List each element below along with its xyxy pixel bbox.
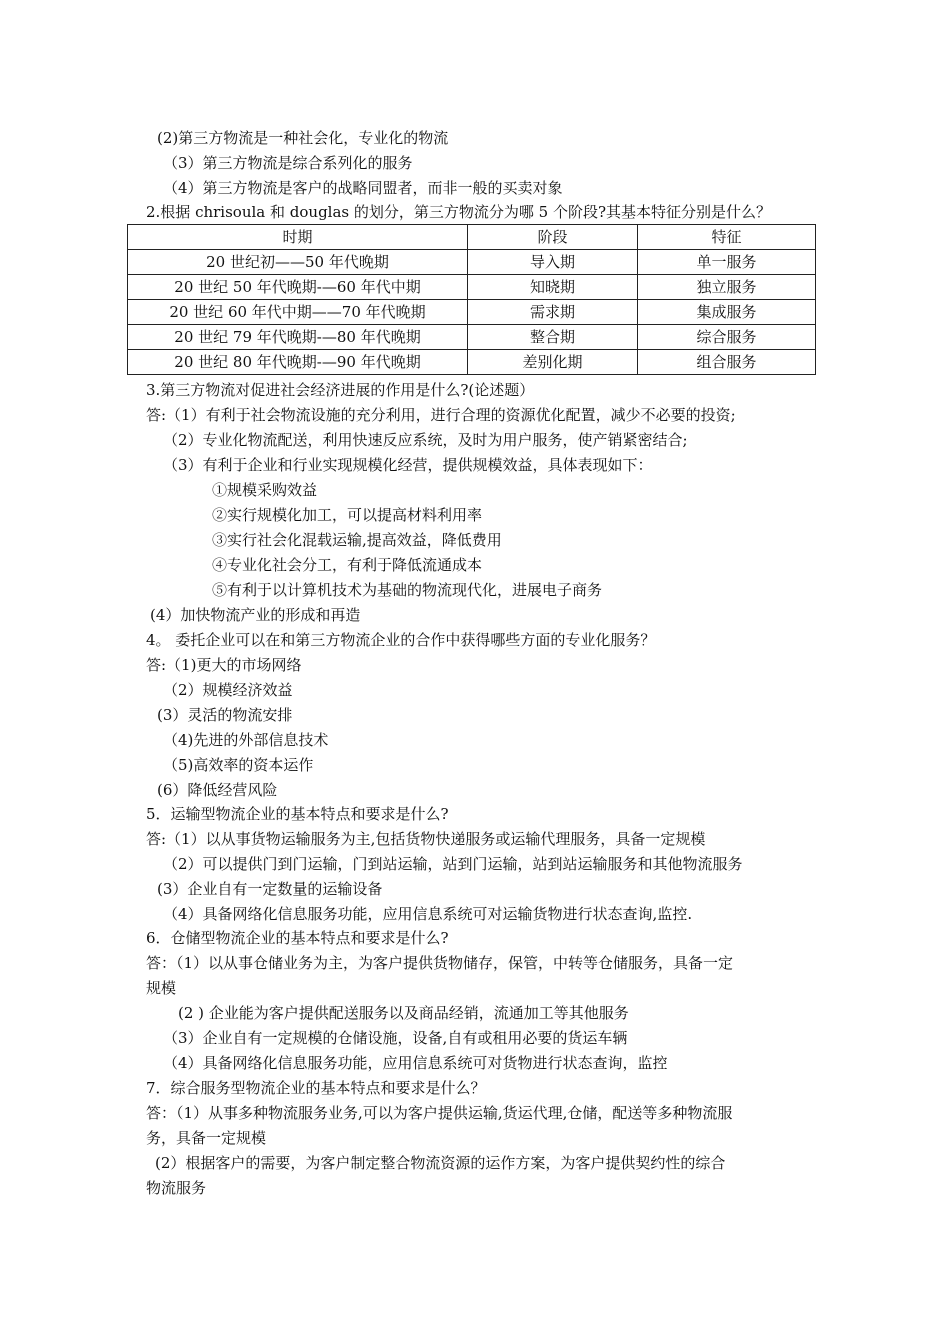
answer-6-line-1: 答：（1）以从事仓储业务为主，为客户提供货物储存，保管，中转等仓储服务，具备一定 bbox=[146, 954, 734, 972]
answer-7-line-1: 答：（1）从事多种物流服务业务,可以为客户提供运输,货运代理,仓储，配送等多种物流服 bbox=[146, 1104, 733, 1122]
table-header-stage: 阶段 bbox=[468, 225, 638, 250]
answer-7-line-1-cont: 务，具备一定规模 bbox=[146, 1129, 267, 1147]
answer-3-sub-3: ③实行社会化混载运输,提高效益，降低费用 bbox=[212, 531, 502, 549]
answer-5-line-4: （4）具备网络化信息服务功能，应用信息系统可对运输货物进行状态查询,监控. bbox=[163, 905, 693, 923]
table-header-row bbox=[128, 225, 816, 250]
answer-6-line-2: (2 ) 企业能为客户提供配送服务以及商品经销，流通加工等其他服务 bbox=[178, 1004, 629, 1022]
question-4: 4。 委托企业可以在和第三方物流企业的合作中获得哪些方面的专业化服务？ bbox=[146, 631, 656, 649]
answer-7-line-2-cont: 物流服务 bbox=[146, 1179, 207, 1197]
answer-3-sub-2: ②实行规模化加工，可以提高材料利用率 bbox=[212, 506, 483, 524]
table-row bbox=[128, 350, 816, 375]
answer-5-line-3: (3）企业自有一定数量的运输设备 bbox=[157, 880, 383, 898]
table-cell-period: 20 世纪 50 年代晚期-—60 年代中期 bbox=[128, 275, 468, 300]
table-cell-feature: 集成服务 bbox=[638, 300, 816, 325]
answer-5-line-1: 答:（1）以从事货物运输服务为主,包括货物快递服务或运输代理服务，具备一定规模 bbox=[146, 830, 706, 848]
intro-line-1: (2)第三方物流是一种社会化，专业化的物流 bbox=[157, 129, 449, 147]
intro-line-2: （3）第三方物流是综合系列化的服务 bbox=[163, 154, 413, 172]
question-3: 3.第三方物流对促进社会经济进展的作用是什么?(论述题） bbox=[146, 381, 535, 399]
table-row bbox=[128, 275, 816, 300]
answer-4-line-5: （5)高效率的资本运作 bbox=[163, 756, 314, 774]
answer-3-sub-5: ⑤有利于以计算机技术为基础的物流现代化，进展电子商务 bbox=[212, 581, 603, 599]
answer-4-line-6: (6）降低经营风险 bbox=[157, 781, 278, 799]
answer-3-sub-1: ①规模采购效益 bbox=[212, 481, 318, 499]
table-cell-period: 20 世纪 60 年代中期——70 年代晚期 bbox=[128, 300, 468, 325]
table-cell-stage: 需求期 bbox=[468, 300, 638, 325]
answer-5-line-2: （2）可以提供门到门运输，门到站运输，站到门运输，站到站运输服务和其他物流服务 bbox=[163, 855, 743, 873]
question-6: 6．仓储型物流企业的基本特点和要求是什么? bbox=[146, 929, 449, 947]
question-5: 5．运输型物流企业的基本特点和要求是什么? bbox=[146, 805, 449, 823]
table-cell-period: 20 世纪初——50 年代晚期 bbox=[128, 250, 468, 275]
answer-3-sub-4: ④专业化社会分工，有利于降低流通成本 bbox=[212, 556, 483, 574]
answer-6-line-3: （3）企业自有一定规模的仓储设施，设备,自有或租用必要的货运车辆 bbox=[163, 1029, 628, 1047]
stages-table bbox=[127, 224, 816, 375]
answer-3-line-1: 答:（1）有利于社会物流设施的充分利用，进行合理的资源优化配置，减少不必要的投资; bbox=[146, 406, 736, 424]
table-cell-stage: 整合期 bbox=[468, 325, 638, 350]
table-row bbox=[128, 250, 816, 275]
answer-3-line-3: （3）有利于企业和行业实现规模化经营，提供规模效益，具体表现如下： bbox=[163, 456, 653, 474]
question-2: 2.根据 chrisoula 和 douglas 的划分，第三方物流分为哪 5 个阶段?其基本特征分别是什么？ bbox=[146, 203, 772, 221]
table-cell-period: 20 世纪 80 年代晚期-—90 年代晚期 bbox=[128, 350, 468, 375]
answer-6-line-4: （4）具备网络化信息服务功能，应用信息系统可对货物进行状态查询，监控 bbox=[163, 1054, 668, 1072]
table-cell-stage: 导入期 bbox=[468, 250, 638, 275]
answer-3-line-4: (4）加快物流产业的形成和再造 bbox=[150, 606, 361, 624]
table-cell-stage: 差别化期 bbox=[468, 350, 638, 375]
table-row bbox=[128, 300, 816, 325]
table-row bbox=[128, 325, 816, 350]
answer-4-line-3: (3）灵活的物流安排 bbox=[157, 706, 293, 724]
intro-line-3: （4）第三方物流是客户的战略同盟者，而非一般的买卖对象 bbox=[163, 179, 563, 197]
table-cell-feature: 独立服务 bbox=[638, 275, 816, 300]
answer-4-line-4: （4)先进的外部信息技术 bbox=[163, 731, 329, 749]
table-cell-feature: 单一服务 bbox=[638, 250, 816, 275]
table-cell-stage: 知晓期 bbox=[468, 275, 638, 300]
table-header-feature: 特征 bbox=[638, 225, 816, 250]
answer-4-line-1: 答:（1)更大的市场网络 bbox=[146, 656, 302, 674]
table-header-period: 时期 bbox=[128, 225, 468, 250]
table-cell-feature: 综合服务 bbox=[638, 325, 816, 350]
question-7: 7．综合服务型物流企业的基本特点和要求是什么？ bbox=[146, 1079, 486, 1097]
answer-4-line-2: （2）规模经济效益 bbox=[163, 681, 293, 699]
answer-3-line-2: （2）专业化物流配送，利用快速反应系统，及时为用户服务，使产销紧密结合; bbox=[163, 431, 688, 449]
table-cell-feature: 组合服务 bbox=[638, 350, 816, 375]
answer-7-line-2: (2）根据客户的需要，为客户制定整合物流资源的运作方案，为客户提供契约性的综合 bbox=[155, 1154, 726, 1172]
answer-6-line-1-cont: 规模 bbox=[146, 979, 177, 997]
table-cell-period: 20 世纪 79 年代晚期-—80 年代晚期 bbox=[128, 325, 468, 350]
